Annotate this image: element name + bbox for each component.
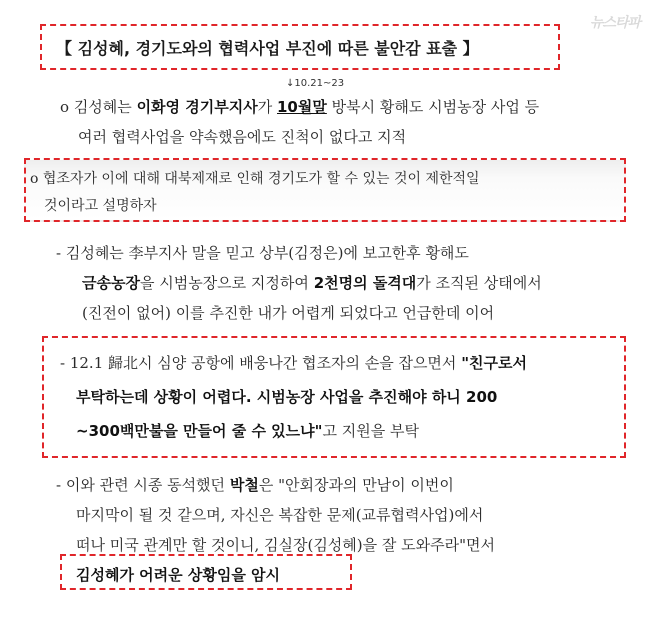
text: 을 시범농장으로 지정하여 [139,274,309,292]
bold-text: 김성혜가 어려운 상황임을 암시 [76,566,281,584]
bold-text: 2천명의 돌격대 [313,274,417,292]
text: 고 지원을 부탁 [322,422,419,440]
bold-text: 부탁하는데 상황이 어렵다. 시범농장 사업을 추진해야 하니 200 [76,388,498,406]
document-title: 【 김성혜, 경기도와의 협력사업 부진에 따른 불안감 표출 】 [56,39,479,58]
paragraph-1 [60,92,539,152]
text: 가 조직된 상태에서 [416,274,542,292]
text: 방북시 황해도 시범농장 사업 등 [331,98,540,116]
text-line: - 김성혜는 李부지사 말을 믿고 상부(김정은)에 보고한후 황해도 [56,244,469,262]
paragraph-2 [30,166,480,220]
text-line: 것이라고 설명하자 [44,198,157,214]
underlined-text: 10월말 [277,98,327,116]
highlight-box-6 [60,554,352,590]
text: 김성혜는 [73,98,132,116]
bold-text: 금송농장 [82,274,140,292]
bold-text: 박철 [229,476,259,494]
watermark-logo: 뉴스타파 [589,15,640,31]
text: 은 "안회장과의 만남이 이번이 [258,476,454,494]
text-line: o 협조자가 이에 대해 대북제재로 인해 경기도가 할 수 있는 것이 제한적일 [30,171,480,187]
text: - 12.1 歸北시 심양 공항에 배웅나간 협조자의 손을 잡으면서 [60,354,457,372]
handwritten-annotation: ↓10.21~23 [286,78,345,89]
bold-text: "친구로서 [461,354,527,372]
bold-text: ~300백만불을 만들어 줄 수 있느냐" [76,422,323,440]
text-line: 마지막이 될 것 같으며, 자신은 복잡한 문제(교류협력사업)에서 [76,506,484,524]
text-line: 떠나 미국 관계만 할 것이니, 김실장(김성혜)을 잘 도와주라"면서 [76,536,496,554]
paragraph-3 [56,238,542,328]
bullet: o [60,98,70,116]
bold-text: 이화영 경기부지사 [136,98,258,116]
text: - 이와 관련 시종 동석했던 [56,476,226,494]
text-line: (진전이 없어) 이를 추진한 내가 어렵게 되었다고 언급한데 이어 [82,304,495,322]
text-line: 여러 협력사업을 약속했음에도 진척이 없다고 지적 [78,128,407,146]
text: 가 [257,98,273,116]
paragraph-4 [60,348,527,450]
